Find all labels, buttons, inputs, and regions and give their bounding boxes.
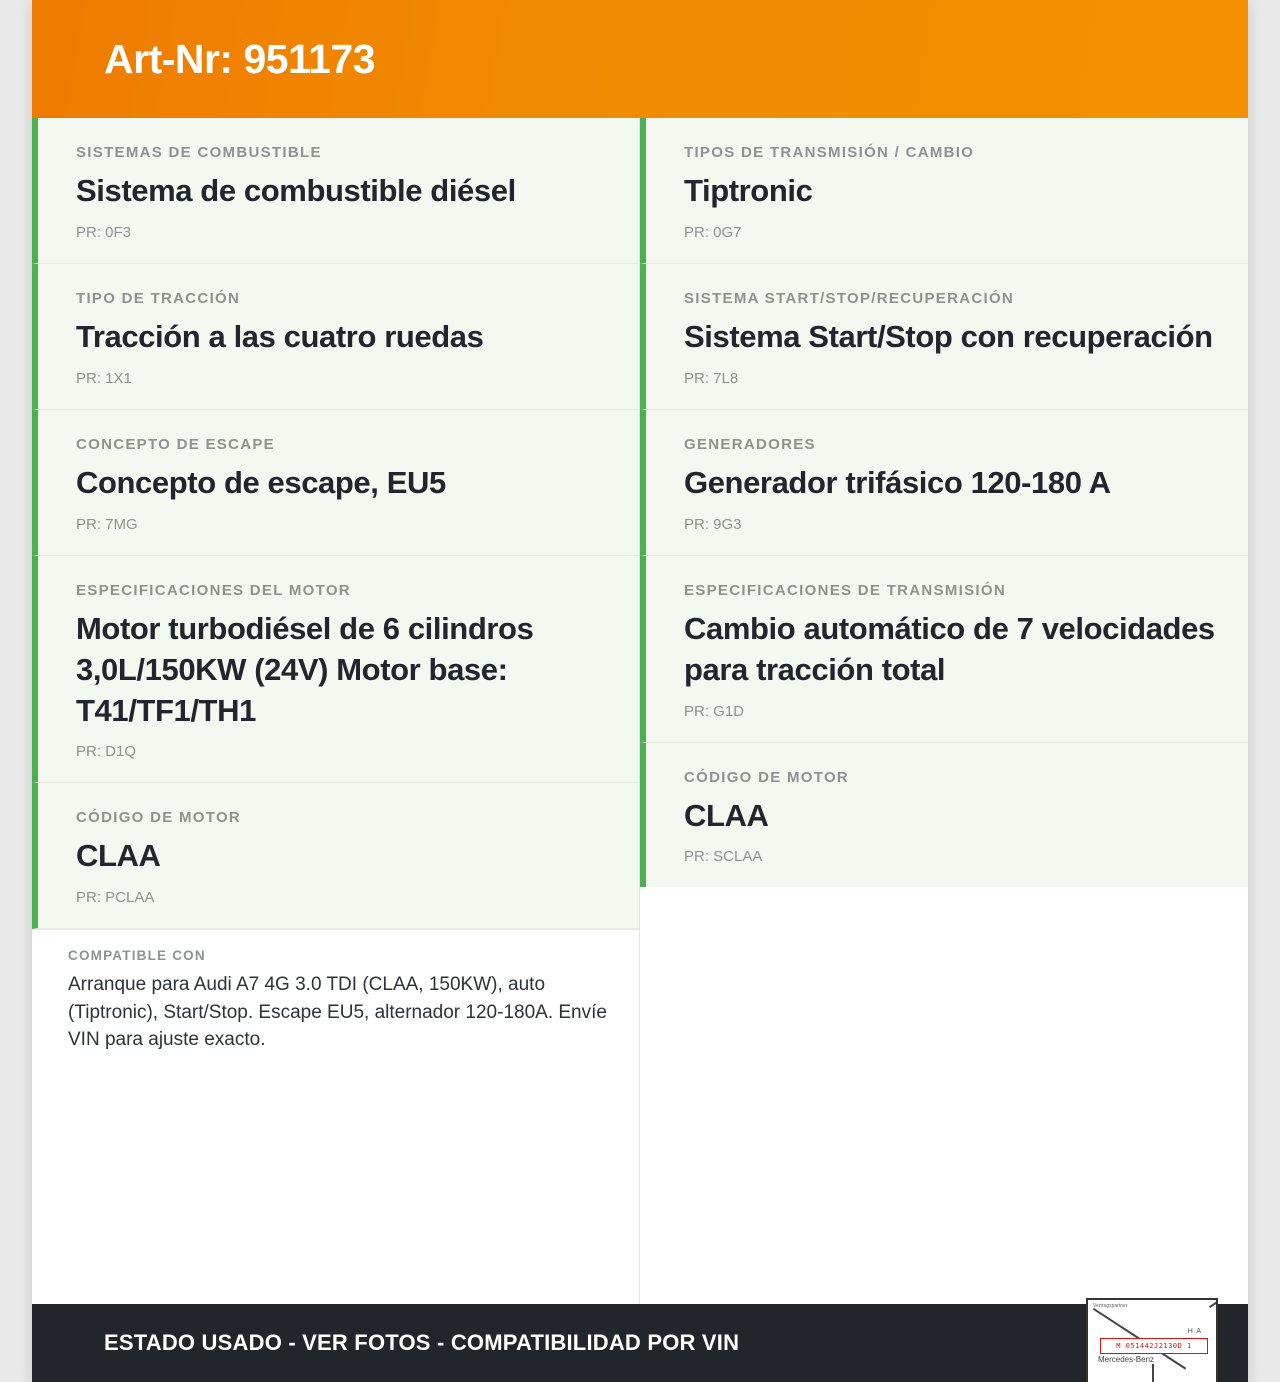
spec-value: Generador trifásico 120-180 A <box>684 464 1111 500</box>
left-column <box>32 118 640 1304</box>
footer-note: ESTADO USADO - VER FOTOS - COMPATIBILIDAD POR VIN <box>104 1330 740 1355</box>
stamp-code: M 051442J2130D 1 <box>1100 1338 1208 1354</box>
spec-category: CONCEPTO DE ESCAPE <box>76 435 275 453</box>
page-title: Art-Nr: 951173 <box>104 35 376 82</box>
spec-value: Sistema Start/Stop con recuperación <box>684 318 1213 354</box>
spec-card <box>640 118 1248 264</box>
compatibility-block <box>32 929 639 1078</box>
spec-value: CLAA <box>76 838 161 874</box>
spec-card <box>640 556 1248 743</box>
spec-value: Concepto de escape, EU5 <box>76 464 446 500</box>
spec-card <box>32 556 639 784</box>
spec-category: SISTEMAS DE COMBUSTIBLE <box>76 144 322 161</box>
spec-card <box>32 410 639 556</box>
stamp-right-text: H A <box>1187 1328 1202 1335</box>
spec-category: ESPECIFICACIONES DEL MOTOR <box>76 581 351 599</box>
spec-category: CÓDIGO DE MOTOR <box>76 809 242 827</box>
spec-card <box>32 264 639 410</box>
spec-category: SISTEMA START/STOP/RECUPERACIÓN <box>684 289 1015 307</box>
spec-card <box>32 783 639 929</box>
spec-pr-code: PR: SCLAA <box>684 848 763 866</box>
spec-category: TIPOS DE TRANSMISIÓN / CAMBIO <box>684 144 975 161</box>
spec-category: GENERADORES <box>684 435 816 453</box>
spec-pr-code: PR: G1D <box>684 702 745 720</box>
spec-pr-code: PR: PCLAA <box>76 889 155 907</box>
spec-pr-code: PR: 0F3 <box>76 223 132 241</box>
envelope-line <box>1209 1298 1218 1308</box>
compatibility-text: Arranque para Audi A7 4G 3.0 TDI (CLAA, 150KW), auto (Tiptronic), Start/Stop. Escape EU5, alternador 120-180A. Envíe VIN para ajuste exacto. <box>68 974 607 1051</box>
spec-category: ESPECIFICACIONES DE TRANSMISIÓN <box>684 581 1006 599</box>
manufacturer-stamp-icon <box>1086 1298 1218 1382</box>
stamp-divider <box>1152 1364 1154 1382</box>
spec-value: Motor turbodiésel de 6 cilindros 3,0L/150KW (24V) Motor base: T41/TF1/TH1 <box>76 610 534 728</box>
spec-value: Tiptronic <box>684 173 813 208</box>
header-bar <box>32 0 1248 118</box>
right-column <box>640 118 1248 1304</box>
spec-value: Sistema de combustible diésel <box>76 173 516 208</box>
spec-pr-code: PR: 7L8 <box>684 369 739 387</box>
compatibility-label: COMPATIBLE CON <box>68 948 206 964</box>
stamp-top-left-text: Vertragspartner <box>1093 1303 1128 1309</box>
spec-card <box>640 410 1248 556</box>
spec-card <box>32 118 639 264</box>
specs-body <box>32 118 1248 1304</box>
spec-category: CÓDIGO DE MOTOR <box>684 768 850 786</box>
product-sheet <box>32 0 1248 1382</box>
spec-value: Tracción a las cuatro ruedas <box>76 318 484 354</box>
footer-bar <box>32 1304 1248 1382</box>
spec-card <box>640 743 1248 888</box>
stamp-brand: Mercedes-Benz <box>1098 1355 1155 1364</box>
spec-pr-code: PR: 7MG <box>76 515 138 533</box>
spec-pr-code: PR: 1X1 <box>76 369 132 387</box>
spec-pr-code: PR: 0G7 <box>684 223 742 241</box>
spec-category: TIPO DE TRACCIÓN <box>76 289 241 307</box>
spec-value: Cambio automático de 7 velocidades para tracción total <box>684 610 1215 687</box>
spec-pr-code: PR: D1Q <box>76 743 137 761</box>
spec-value: CLAA <box>684 797 769 833</box>
spec-pr-code: PR: 9G3 <box>684 515 742 533</box>
spec-card <box>640 264 1248 410</box>
